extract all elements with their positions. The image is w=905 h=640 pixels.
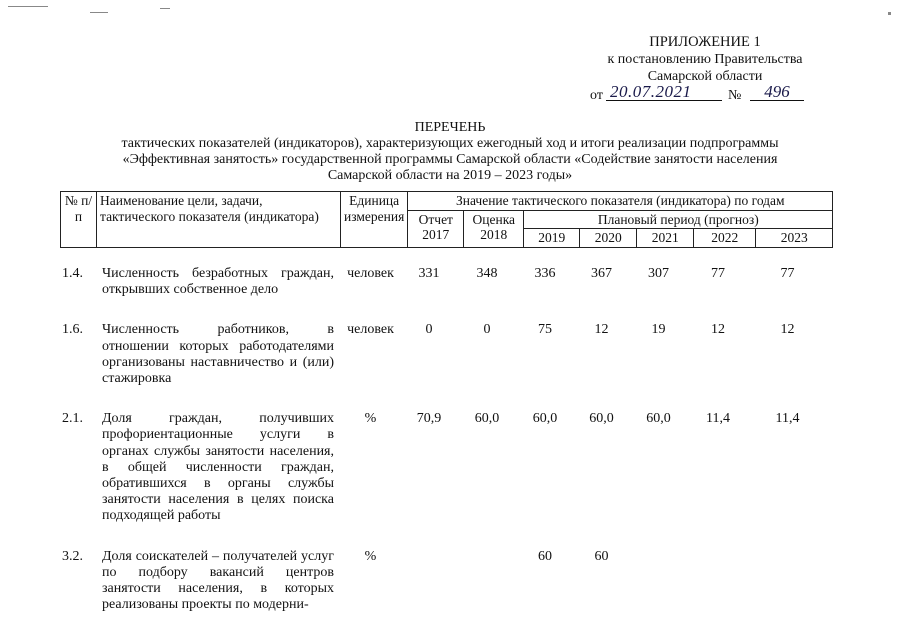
row-unit: человек [347,266,394,281]
value-cell [630,549,687,614]
row-name: Численность безработных граждан, открывших собственное дело [102,266,334,298]
value-cell: 11,4 [706,411,730,427]
value-cell: 0 [425,322,433,338]
date-prefix: от [590,88,603,103]
document-title [80,120,820,184]
number-prefix: № [728,88,742,103]
header-report: Отчет 2017 [408,210,464,247]
scan-mark [888,12,891,15]
value-cell: 0 [483,322,491,338]
row-unit: % [364,548,377,564]
title-line-1: тактических показателей (индикаторов), характеризующих ежегодный ход и итоги реализации подпрограммы [121,136,779,151]
header-num: № п/п [61,192,97,248]
header-year: 2023 [756,229,833,248]
value-cell [687,549,749,614]
value-cell: 12 [711,322,725,338]
value-cell: 19 [651,322,666,338]
title-line-2: «Эффективная занятость» государственной программы Самарской области «Содействие занятости населения [122,152,778,167]
row-number: 1.6. [62,322,83,338]
row-number: 2.1. [62,411,83,427]
header-unit: Единица измерения [341,192,408,248]
value-cell: 11,4 [775,411,800,427]
row-number: 1.4. [62,266,83,281]
value-cell: 307 [648,266,669,281]
date-number-line [560,82,850,105]
value-cell: 60 [538,548,552,564]
table-header [60,191,833,248]
table-row [60,266,826,298]
scan-mark [160,8,170,9]
row-unit: % [364,411,377,427]
value-cell: 70,9 [416,411,442,427]
title-line-3: Самарской области на 2019 – 2023 годы» [327,168,573,183]
value-cell: 60,0 [474,411,500,427]
value-cell [401,549,457,614]
appendix-title: ПРИЛОЖЕНИЕ 1 [649,34,761,50]
value-cell: 77 [780,266,795,281]
header-year: 2019 [524,229,580,248]
row-number: 3.2. [62,548,83,564]
row-unit: человек [347,322,394,338]
table-row [60,322,826,387]
value-cell: 60,0 [589,411,614,427]
header-plan-group: Плановый период (прогноз) [524,210,833,229]
handwritten-number: 496 [750,83,804,101]
appendix-line-2: к постановлению Правительства [607,52,803,67]
value-cell: 336 [534,266,556,281]
value-cell: 331 [418,266,440,281]
appendix-line-3: Самарской области [647,69,763,84]
value-cell: 367 [591,266,612,281]
header-estimate: Оценка 2018 [464,210,524,247]
row-spacer [60,298,826,322]
header-year: 2021 [637,229,694,248]
title-heading: ПЕРЕЧЕНЬ [414,120,486,135]
scan-mark [90,12,108,13]
value-cell [749,549,826,614]
value-cell: 60 [594,548,609,564]
header-name: Наименование цели, задачи, тактического показателя (индикатора) [97,192,341,248]
value-cell [457,549,517,614]
table-row [60,549,826,614]
table-row [60,411,826,524]
row-name: Доля соискателей – получателей услуг по подбору вакансий центров занятости населения, в которых реализованы проекты по модерни- [102,548,334,613]
scan-mark [8,6,48,7]
value-cell: 60,0 [532,411,558,427]
value-cell: 12 [780,322,795,338]
value-cell: 348 [476,266,498,281]
header-year: 2022 [694,229,756,248]
row-spacer [60,525,826,549]
row-name: Доля граждан, получивших профориентационные услуги в органах службы занятости населения, в общей численности граждан, обратившихся в органы службы занятости населения в целях поиска подходящей работы [102,411,334,524]
table-body [60,266,826,613]
row-spacer [60,387,826,411]
value-cell: 60,0 [646,411,671,427]
value-cell: 77 [711,266,725,281]
header-values-group: Значение тактического показателя (индикатора) по годам [408,192,833,211]
handwritten-date: 20.07.2021 [606,83,722,101]
header-year: 2020 [580,229,637,248]
value-cell: 12 [594,322,609,338]
value-cell: 75 [538,322,552,338]
row-name: Численность работников, в отношении которых работодателями организованы наставничество и (или) стажировка [102,322,334,387]
appendix-block [560,34,850,105]
